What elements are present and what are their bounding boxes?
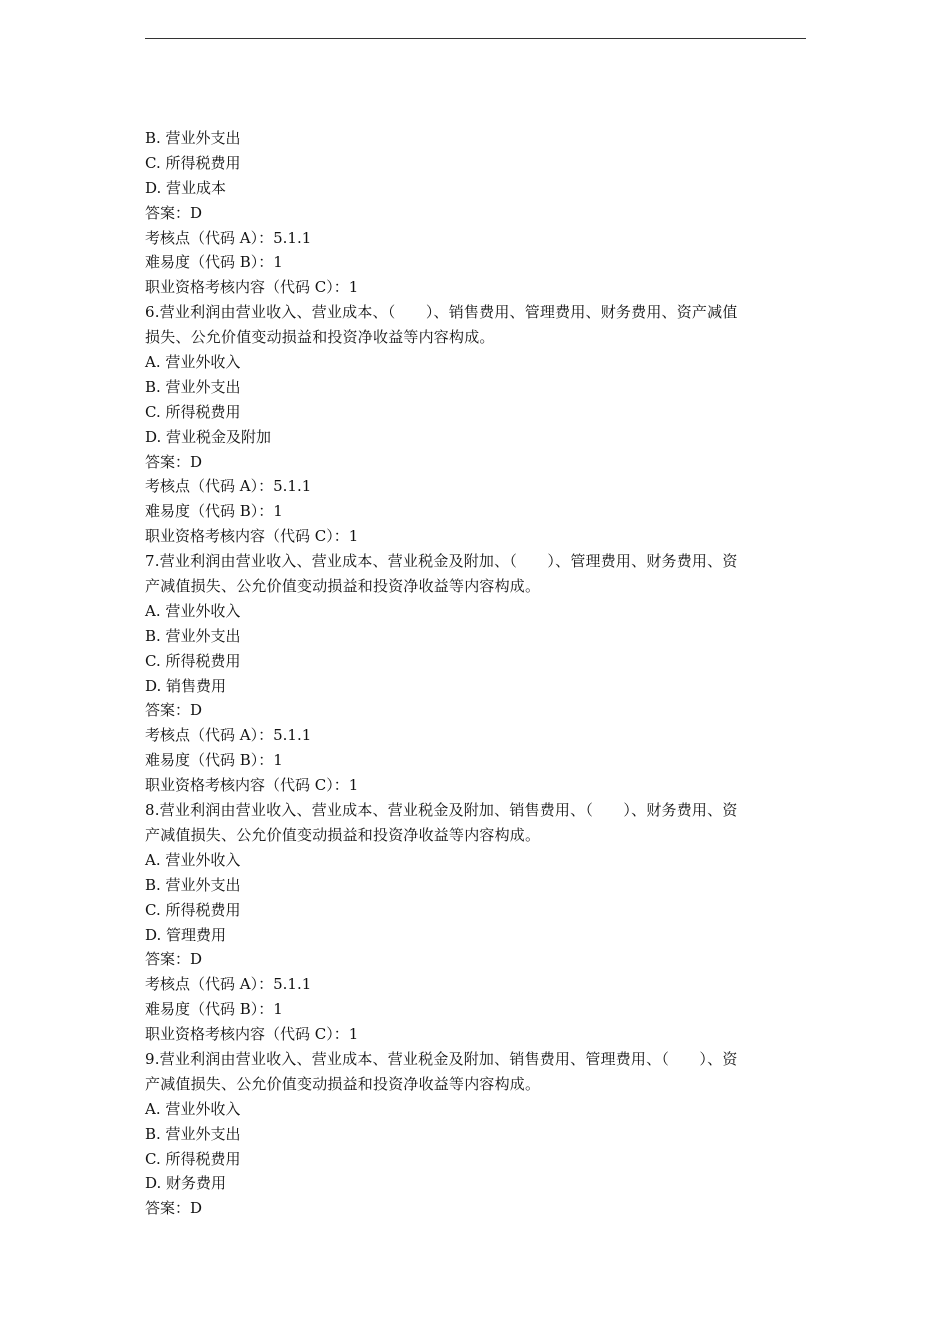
assessment-point: 考核点（代码 A）：5.1.1 [145, 477, 312, 496]
question-stem [145, 798, 806, 848]
question-stem-line: 6.营业利润由营业收入、营业成本、（ ）、销售费用、管理费用、财务费用、资产减值 [145, 303, 738, 322]
assessment-point: 考核点（代码 A）：5.1.1 [145, 975, 312, 994]
assessment-point: 考核点（代码 A）：5.1.1 [145, 726, 312, 745]
option-c: C. 所得税费用 [145, 1149, 241, 1168]
option-d: D. 营业税金及附加 [145, 427, 272, 446]
answer: 答案：D [145, 1199, 203, 1218]
qualification-content: 职业资格考核内容（代码 C）：1 [145, 527, 359, 546]
question-stem-line: 产减值损失、公允价值变动损益和投资净收益等内容构成。 [145, 577, 541, 596]
option-d: D. 销售费用 [145, 676, 227, 695]
document-body [145, 126, 806, 1221]
question-stem-line: 9.营业利润由营业收入、营业成本、营业税金及附加、销售费用、管理费用、（ ）、资 [145, 1049, 738, 1068]
option-d: D. 财务费用 [145, 1174, 227, 1193]
option-b: B. 营业外支出 [145, 377, 241, 396]
option-b: B. 营业外支出 [145, 875, 241, 894]
question-stem-line: 产减值损失、公允价值变动损益和投资净收益等内容构成。 [145, 825, 541, 844]
question-stem [145, 300, 806, 350]
answer: 答案：D [145, 203, 203, 222]
answer: 答案：D [145, 701, 203, 720]
option-b: B. 营业外支出 [145, 129, 241, 147]
question-stem-line: 7.营业利润由营业收入、营业成本、营业税金及附加、（ ）、管理费用、财务费用、资 [145, 552, 738, 571]
question-5-continuation [145, 126, 806, 300]
option-c: C. 所得税费用 [145, 402, 241, 421]
option-b: B. 营业外支出 [145, 626, 241, 645]
question-9 [145, 1047, 806, 1221]
question-stem [145, 549, 806, 599]
question-8 [145, 798, 806, 1047]
qualification-content: 职业资格考核内容（代码 C）：1 [145, 1025, 359, 1044]
answer: 答案：D [145, 950, 203, 969]
option-a: A. 营业外收入 [145, 850, 241, 869]
difficulty: 难易度（代码 B）：1 [145, 751, 283, 770]
qualification-content: 职业资格考核内容（代码 C）：1 [145, 278, 359, 297]
option-c: C. 所得税费用 [145, 651, 241, 670]
difficulty: 难易度（代码 B）：1 [145, 502, 283, 521]
header-rule [145, 38, 806, 39]
option-d: D. 管理费用 [145, 925, 227, 944]
option-c: C. 所得税费用 [145, 153, 241, 172]
option-c: C. 所得税费用 [145, 900, 241, 919]
option-b: B. 营业外支出 [145, 1124, 241, 1143]
option-a: A. 营业外收入 [145, 1099, 241, 1118]
question-stem [145, 1047, 806, 1097]
answer: 答案：D [145, 452, 203, 471]
difficulty: 难易度（代码 B）：1 [145, 1000, 283, 1019]
question-stem-line: 损失、公允价值变动损益和投资净收益等内容构成。 [145, 328, 495, 347]
question-7 [145, 549, 806, 798]
assessment-point: 考核点（代码 A）：5.1.1 [145, 228, 312, 247]
qualification-content: 职业资格考核内容（代码 C）：1 [145, 776, 359, 795]
option-d: D. 营业成本 [145, 178, 227, 197]
option-a: A. 营业外收入 [145, 601, 241, 620]
question-stem-line: 8.营业利润由营业收入、营业成本、营业税金及附加、销售费用、（ ）、财务费用、资 [145, 801, 738, 820]
difficulty: 难易度（代码 B）：1 [145, 253, 283, 272]
question-6 [145, 300, 806, 549]
question-stem-line: 产减值损失、公允价值变动损益和投资净收益等内容构成。 [145, 1074, 541, 1093]
option-a: A. 营业外收入 [145, 353, 241, 372]
